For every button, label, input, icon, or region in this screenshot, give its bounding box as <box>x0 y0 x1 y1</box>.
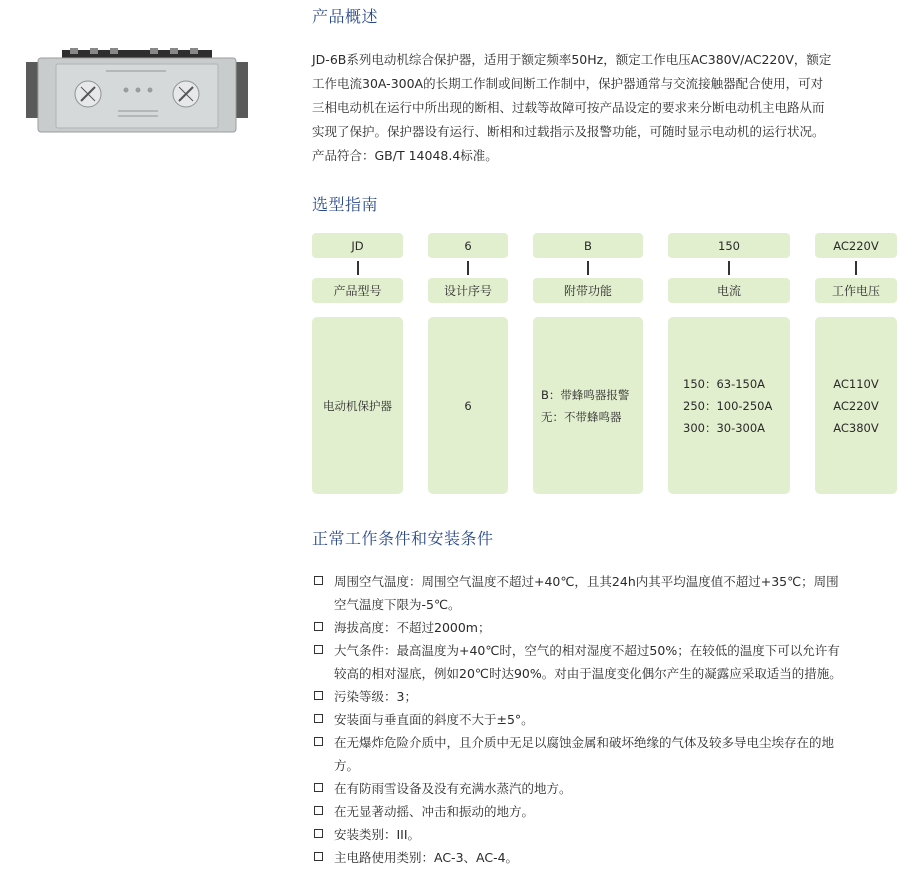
condition-text: 主电路使用类别：AC-3、AC-4。 <box>334 850 519 865</box>
detail-line: 无：不带蜂鸣器 <box>541 409 622 424</box>
condition-text: 安装面与垂直面的斜度不大于±5°。 <box>334 712 534 727</box>
overview-line: 实现了保护。保护器设有运行、断相和过载指示及报警功能，可随时显示电动机的运行状况。 <box>312 124 825 139</box>
checkbox-icon <box>314 576 323 585</box>
overview-title: 产品概述 <box>312 7 379 26</box>
detail-line: B：带蜂鸣器报警 <box>541 387 630 402</box>
label-box-current: 电流 <box>668 278 790 303</box>
condition-item <box>312 823 907 846</box>
connector-line <box>467 261 469 275</box>
detail-line: 6 <box>464 398 472 413</box>
condition-item <box>312 639 907 685</box>
condition-text: 在有防雨雪设备及没有充满水蒸汽的地方。 <box>334 781 572 796</box>
overview-line: 工作电流30A-300A的长期工作制或间断工作制中，保护器通常与交流接触器配合使用，可对 <box>312 76 824 91</box>
detail-box-voltage <box>815 317 897 494</box>
label-box-model: 产品型号 <box>312 278 403 303</box>
condition-text: 空气温度下限为-5℃。 <box>334 597 461 612</box>
connector-line <box>855 261 857 275</box>
condition-text: 较高的相对湿底，例如20℃时达90%。对由于温度变化偶尔产生的凝露应采取适当的措施。 <box>334 666 842 681</box>
checkbox-icon <box>314 645 323 654</box>
condition-item <box>312 570 907 616</box>
condition-text: 周围空气温度：周围空气温度不超过+40℃，且其24h内其平均温度值不超过+35℃；周围 <box>334 574 839 589</box>
overview-line: JD-6B系列电动机综合保护器，适用于额定频率50Hz，额定工作电压AC380V/AC220V，额定 <box>312 52 832 67</box>
condition-text: 方。 <box>334 758 360 773</box>
code-box-current: 150 <box>668 233 790 258</box>
condition-text: 安装类别：III。 <box>334 827 421 842</box>
detail-line: 电动机保护器 <box>323 398 392 413</box>
detail-box-current <box>668 317 790 494</box>
checkbox-icon <box>314 622 323 631</box>
overview-line: 产品符合：GB/T 14048.4标准。 <box>312 148 498 163</box>
conditions-list <box>312 570 907 869</box>
checkbox-icon <box>314 852 323 861</box>
condition-item <box>312 708 907 731</box>
condition-text: 海拔高度：不超过2000m； <box>334 620 491 635</box>
condition-text: 大气条件：最高温度为+40℃时，空气的相对湿度不超过50%；在较低的温度下可以允许有 <box>334 643 840 658</box>
checkbox-icon <box>314 806 323 815</box>
condition-item <box>312 777 907 800</box>
detail-line: AC110V <box>833 376 879 391</box>
overview-paragraph <box>312 48 912 168</box>
code-box-voltage: AC220V <box>815 233 897 258</box>
condition-text: 污染等级：3； <box>334 689 417 704</box>
code-box-function: B <box>533 233 643 258</box>
label-box-function: 附带功能 <box>533 278 643 303</box>
selection-title: 选型指南 <box>312 195 379 214</box>
condition-item <box>312 800 907 823</box>
label-box-design: 设计序号 <box>428 278 508 303</box>
condition-item <box>312 616 907 639</box>
detail-line: 300：30-300A <box>683 420 766 435</box>
overview-line: 三相电动机在运行中所出现的断相、过载等故障可按产品设定的要求来分断电动机主电路从而 <box>312 100 825 115</box>
detail-box-design <box>428 317 508 494</box>
checkbox-icon <box>314 783 323 792</box>
checkbox-icon <box>314 714 323 723</box>
detail-line: 150：63-150A <box>683 376 766 391</box>
detail-box-model <box>312 317 403 494</box>
condition-item <box>312 685 907 708</box>
condition-item <box>312 846 907 869</box>
checkbox-icon <box>314 691 323 700</box>
connector-line <box>587 261 589 275</box>
detail-line: AC220V <box>833 398 879 413</box>
conditions-title: 正常工作条件和安装条件 <box>312 529 494 548</box>
connector-line <box>357 261 359 275</box>
label-box-voltage: 工作电压 <box>815 278 897 303</box>
detail-line: AC380V <box>833 420 879 435</box>
checkbox-icon <box>314 737 323 746</box>
checkbox-icon <box>314 829 323 838</box>
code-box-design: 6 <box>428 233 508 258</box>
detail-box-function <box>533 317 643 494</box>
condition-text: 在无爆炸危险介质中，且介质中无足以腐蚀金属和破坏绝缘的气体及较多导电尘埃存在的地 <box>334 735 835 750</box>
condition-item <box>312 731 907 777</box>
condition-text: 在无显著动摇、冲击和振动的地方。 <box>334 804 535 819</box>
connector-line <box>728 261 730 275</box>
motor-protector-device-image <box>26 48 248 134</box>
code-box-model: JD <box>312 233 403 258</box>
detail-line: 250：100-250A <box>683 398 773 413</box>
